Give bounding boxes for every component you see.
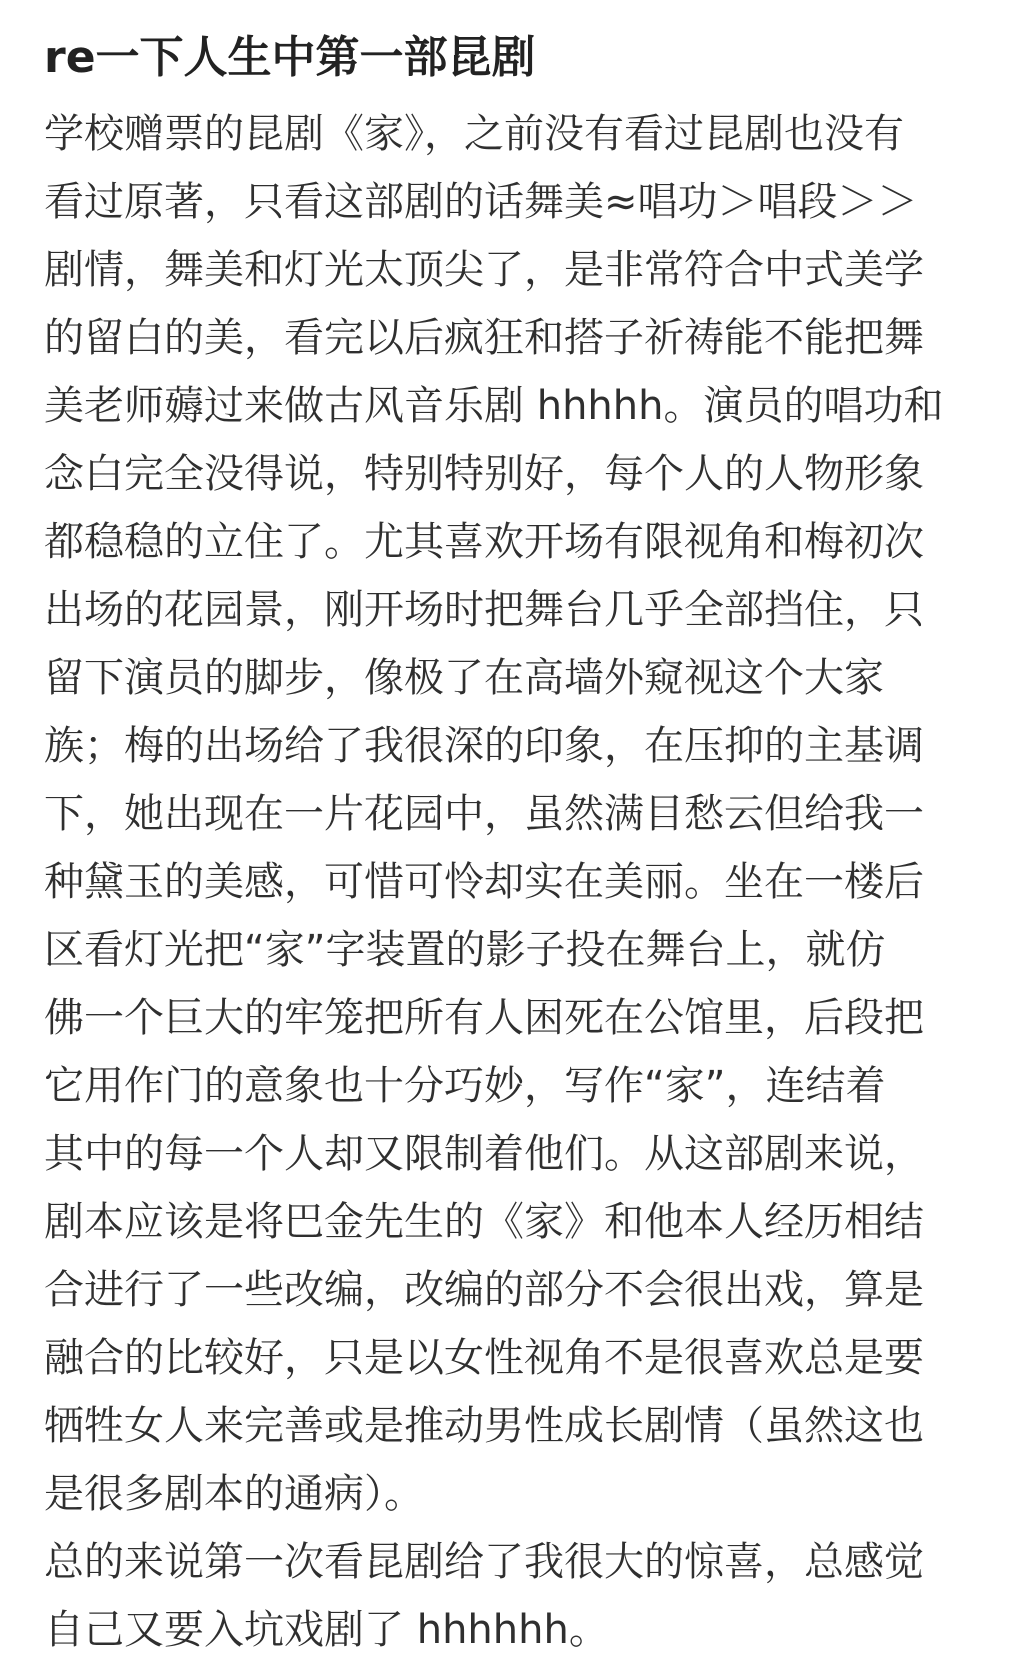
body-line: 种黛玉的美感，可惜可怜却实在美丽。坐在一楼后 — [44, 859, 924, 905]
body-line: 它用作门的意象也十分巧妙，写作“家”，连结着 — [44, 1063, 886, 1109]
body-line: 合进行了一些改编，改编的部分不会很出戏，算是 — [44, 1267, 924, 1313]
post-body — [44, 100, 984, 1664]
body-line: 念白完全没得说，特别特别好，每个人的人物形象 — [44, 451, 924, 497]
body-line: 融合的比较好，只是以女性视角不是很喜欢总是要 — [44, 1335, 924, 1381]
body-line: 是很多剧本的通病）。 — [44, 1471, 424, 1517]
body-line: 牺牲女人来完善或是推动男性成长剧情（虽然这也 — [44, 1403, 924, 1449]
body-line: 区看灯光把“家”字装置的影子投在舞台上，就仿 — [44, 927, 886, 973]
body-line: 剧情，舞美和灯光太顶尖了，是非常符合中式美学 — [44, 247, 924, 293]
body-line: 出场的花园景，刚开场时把舞台几乎全部挡住，只 — [44, 587, 924, 633]
body-line: 自己又要入坑戏剧了 hhhhhh。 — [44, 1607, 609, 1653]
body-line: 佛一个巨大的牢笼把所有人困死在公馆里，后段把 — [44, 995, 924, 1041]
body-line: 下，她出现在一片花园中，虽然满目愁云但给我一 — [44, 791, 924, 837]
post-article — [44, 22, 984, 1664]
body-line: 族；梅的出场给了我很深的印象，在压抑的主基调 — [44, 723, 924, 769]
body-line: 的留白的美，看完以后疯狂和搭子祈祷能不能把舞 — [44, 315, 924, 361]
body-line: 都稳稳的立住了。尤其喜欢开场有限视角和梅初次 — [44, 519, 924, 565]
body-line: 剧本应该是将巴金先生的《家》和他本人经历相结 — [44, 1199, 924, 1245]
post-title: re一下人生中第一部昆剧 — [44, 32, 536, 83]
body-line: 美老师薅过来做古风音乐剧 hhhhh。演员的唱功和 — [44, 383, 944, 429]
body-line: 其中的每一个人却又限制着他们。从这部剧来说， — [44, 1131, 924, 1177]
body-line: 总的来说第一次看昆剧给了我很大的惊喜，总感觉 — [44, 1539, 924, 1585]
body-line: 留下演员的脚步，像极了在高墙外窥视这个大家 — [44, 655, 884, 701]
body-line: 看过原著，只看这部剧的话舞美≈唱功＞唱段＞＞ — [44, 179, 918, 225]
body-line: 学校赠票的昆剧《家》，之前没有看过昆剧也没有 — [44, 111, 904, 157]
